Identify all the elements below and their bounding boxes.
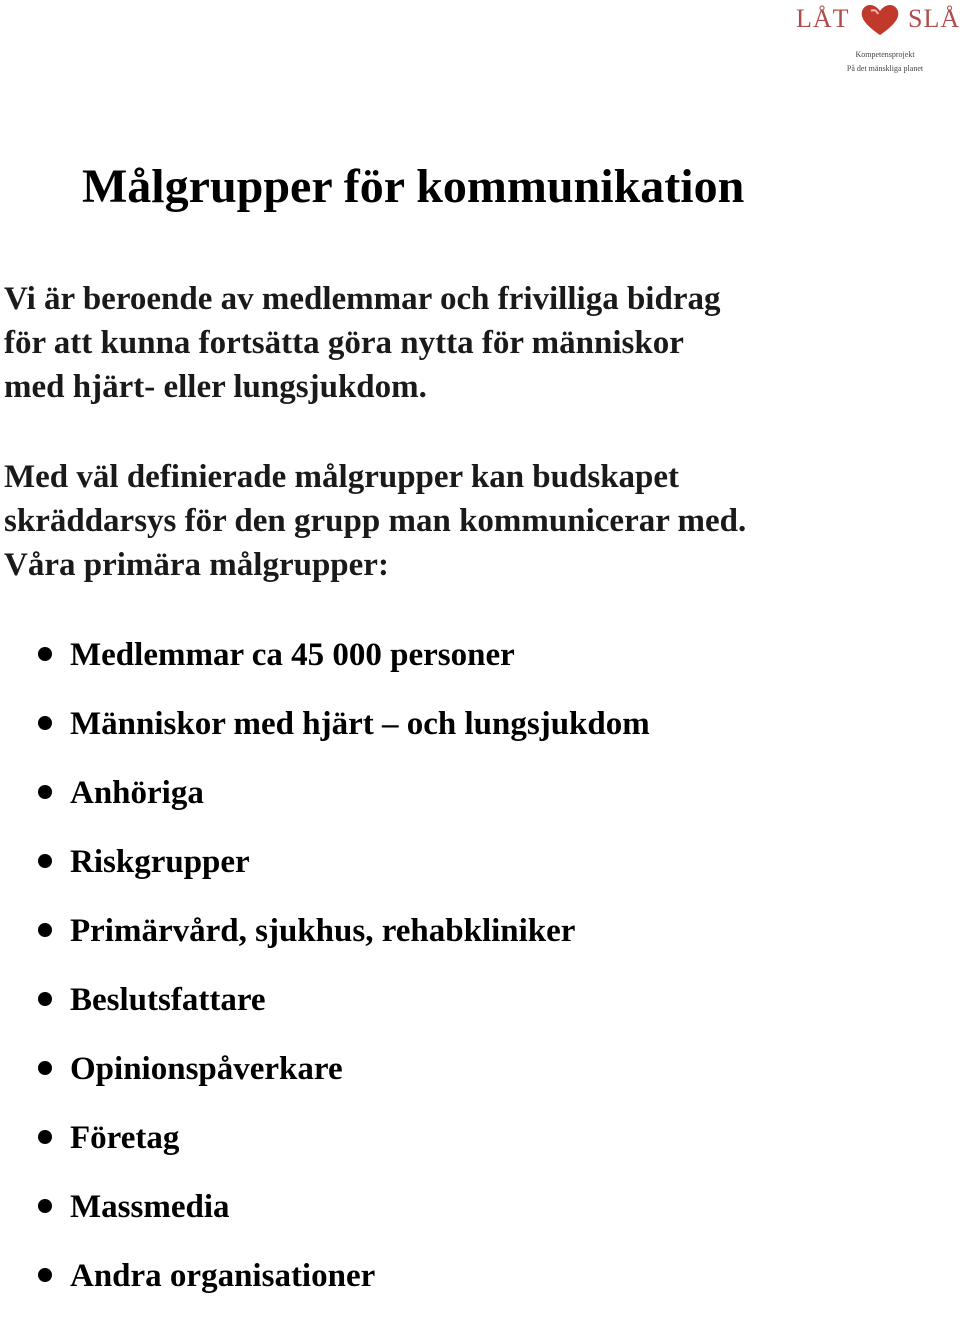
list-item-label: Opinionspåverkare	[70, 1051, 343, 1087]
logo-subtagline: På det mänskliga planet	[846, 64, 924, 73]
bullet-icon	[38, 854, 52, 868]
intro-line: Med väl definierade målgrupper kan budskapet	[4, 459, 680, 495]
list-item-label: Anhöriga	[70, 775, 204, 811]
list-item	[0, 1251, 650, 1320]
bullet-icon	[38, 716, 52, 730]
bullet-icon	[38, 1268, 52, 1282]
intro-line: med hjärt- eller lungsjukdom.	[4, 369, 427, 405]
list-item	[0, 837, 650, 906]
list-item-label: Primärvård, sjukhus, rehabkliniker	[70, 913, 576, 949]
heart-icon	[858, 2, 902, 38]
intro-paragraph-2	[4, 455, 954, 587]
list-item-label: Andra organisationer	[70, 1258, 376, 1294]
list-item	[0, 906, 650, 975]
target-group-list	[0, 630, 650, 1320]
list-item	[0, 975, 650, 1044]
bullet-icon	[38, 785, 52, 799]
list-item-label: Massmedia	[70, 1189, 230, 1225]
list-item	[0, 1182, 650, 1251]
intro-line: för att kunna fortsätta göra nytta för människor	[4, 325, 684, 361]
logo-tagline: Kompetensprojekt	[855, 50, 915, 59]
logo-word-sla: SLÅ	[908, 4, 960, 33]
page-title: Målgrupper för kommunikation	[82, 160, 745, 213]
list-item	[0, 699, 650, 768]
bullet-icon	[38, 992, 52, 1006]
bullet-icon	[38, 1199, 52, 1213]
list-item-label: Riskgrupper	[70, 844, 250, 880]
logo-word-lat: LÅT	[796, 4, 850, 33]
intro-paragraph-1	[4, 277, 954, 409]
bullet-icon	[38, 1130, 52, 1144]
intro-text	[4, 277, 954, 587]
intro-line: Vi är beroende av medlemmar och frivilliga bidrag	[4, 281, 721, 317]
list-item-label: Beslutsfattare	[70, 982, 266, 1018]
list-item	[0, 1113, 650, 1182]
bullet-icon	[38, 1061, 52, 1075]
list-item	[0, 1044, 650, 1113]
list-item	[0, 630, 650, 699]
bullet-icon	[38, 647, 52, 661]
logo	[790, 0, 960, 80]
intro-line: skräddarsys för den grupp man kommunicerar med.	[4, 503, 747, 539]
bullet-icon	[38, 923, 52, 937]
list-item-label: Människor med hjärt – och lungsjukdom	[70, 706, 650, 742]
intro-line: Våra primära målgrupper:	[4, 547, 389, 583]
list-item-label: Medlemmar ca 45 000 personer	[70, 637, 515, 673]
list-item-label: Företag	[70, 1120, 180, 1156]
list-item	[0, 768, 650, 837]
